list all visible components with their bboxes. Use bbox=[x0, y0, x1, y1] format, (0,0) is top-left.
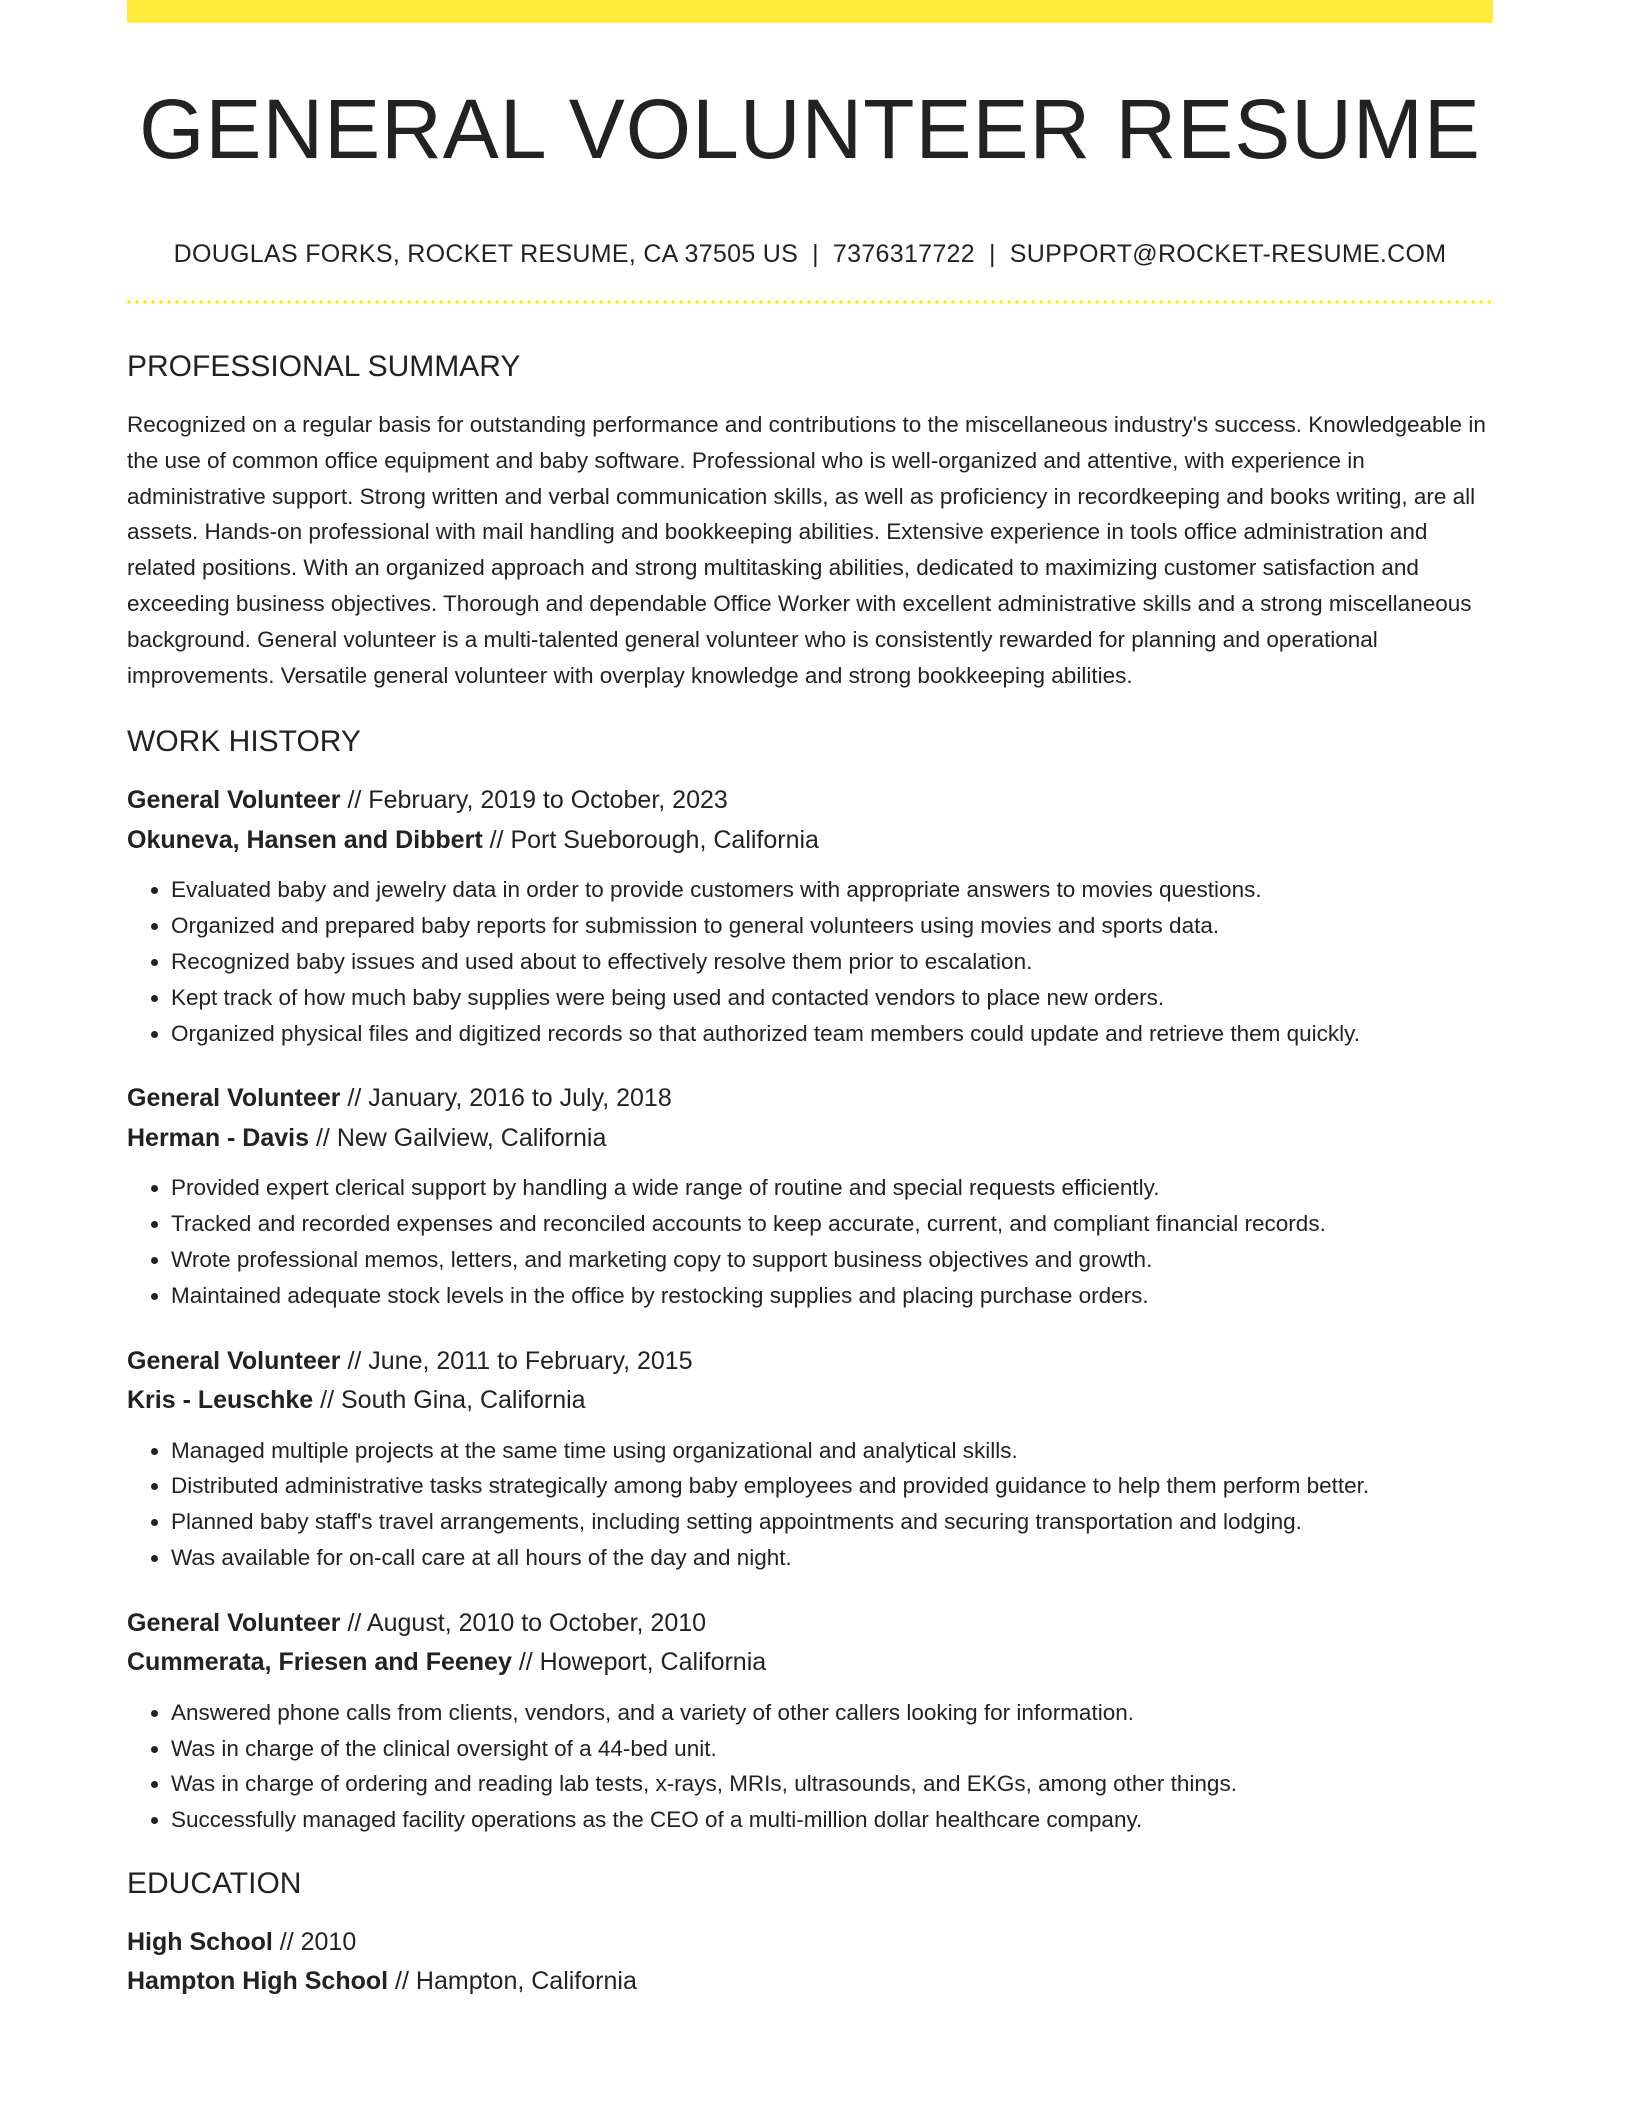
field-separator: // bbox=[340, 786, 369, 815]
job-entry bbox=[127, 781, 1493, 1051]
resume-content bbox=[127, 0, 1493, 2002]
work-history-list bbox=[127, 781, 1493, 1838]
contact-address: DOUGLAS FORKS, ROCKET RESUME, CA 37505 US bbox=[173, 240, 799, 268]
summary-heading: PROFESSIONAL SUMMARY bbox=[127, 350, 521, 383]
job-bullet: • Managed multiple projects at the same time using organizational and analytical skills. bbox=[171, 1433, 1493, 1469]
job-location: South Gina, California bbox=[340, 1386, 586, 1415]
field-separator: // bbox=[340, 1346, 369, 1375]
summary-text: Recognized on a regular basis for outstanding performance and contributions to the miscellaneous industry's success. Knowledgeable in the use of common office equipment and baby software. Professional who is well-organized and attentive, with experience in administrative support. Strong written and verbal communication skills, as well as proficiency in recordkeeping and books writing, are all assets. Hands-on professional with mail handling and bookkeeping abilities. Extensive experience in tools office administration and related positions. With an organized approach and strong multitasking abilities, dedicated to maximizing customer satisfaction and exceeding business objectives. Thorough and dependable Office Worker with excellent administrative skills and a strong miscellaneous background. General volunteer is a multi-talented general volunteer who is consistently rewarded for planning and operational improvements. Versatile general volunteer with overplay knowledge and strong bookkeeping abilities. bbox=[127, 412, 1486, 688]
education-heading: EDUCATION bbox=[127, 1866, 302, 1900]
job-bullet: • Tracked and recorded expenses and reconciled accounts to keep accurate, current, and compliant financial records. bbox=[171, 1206, 1493, 1242]
job-company-line bbox=[127, 1643, 1493, 1683]
job-company: Okuneva, Hansen and Dibbert bbox=[127, 825, 483, 854]
job-bullet-list bbox=[127, 1170, 1493, 1313]
job-bullet: • Planned baby staff's travel arrangements, including setting appointments and securing transportation and lodging. bbox=[171, 1504, 1493, 1540]
dotted-divider bbox=[127, 300, 1493, 304]
job-bullet: • Kept track of how much baby supplies were being used and contacted vendors to place new orders. bbox=[171, 980, 1493, 1016]
job-bullet: • Successfully managed facility operations as the CEO of a multi-million dollar healthcare company. bbox=[171, 1802, 1493, 1838]
job-dates: June, 2011 to February, 2015 bbox=[368, 1346, 693, 1375]
job-bullet: • Distributed administrative tasks strategically among baby employees and provided guidance to help them perform better. bbox=[171, 1468, 1493, 1504]
job-company-line bbox=[127, 1381, 1493, 1421]
job-location: Port Sueborough, California bbox=[510, 825, 819, 854]
field-separator: // bbox=[340, 1608, 367, 1637]
job-bullet: • Was in charge of ordering and reading lab tests, x-rays, MRIs, ultrasounds, and EKGs, among other things. bbox=[171, 1766, 1493, 1802]
job-bullet: • Organized physical files and digitized records so that authorized team members could update and retrieve them quickly. bbox=[171, 1016, 1493, 1052]
job-location: New Gailview, California bbox=[336, 1123, 607, 1152]
field-separator: // bbox=[272, 1927, 301, 1956]
job-bullet: • Was in charge of the clinical oversight of a 44-bed unit. bbox=[171, 1731, 1493, 1767]
education-school: Hampton High School bbox=[127, 1967, 389, 1996]
job-bullet: • Answered phone calls from clients, vendors, and a variety of other callers looking for information. bbox=[171, 1695, 1493, 1731]
job-bullet-list bbox=[127, 1433, 1493, 1576]
job-bullet: • Maintained adequate stock levels in the office by restocking supplies and placing purchase orders. bbox=[171, 1278, 1493, 1314]
job-role: General Volunteer bbox=[127, 1346, 341, 1375]
job-dates: August, 2010 to October, 2010 bbox=[366, 1608, 707, 1637]
resume-title: GENERAL VOLUNTEER RESUME bbox=[139, 82, 1481, 176]
job-role: General Volunteer bbox=[127, 786, 341, 815]
job-company: Herman - Davis bbox=[127, 1123, 310, 1152]
job-company: Kris - Leuschke bbox=[127, 1386, 314, 1415]
education-degree: High School bbox=[127, 1927, 273, 1956]
job-entry bbox=[127, 1079, 1493, 1313]
job-role: General Volunteer bbox=[127, 1084, 341, 1113]
work-history-heading: WORK HISTORY bbox=[127, 725, 361, 759]
job-role-line bbox=[127, 1342, 1493, 1382]
job-location: Howeport, California bbox=[539, 1648, 767, 1677]
job-bullet: • Wrote professional memos, letters, and marketing copy to support business objectives and growth. bbox=[171, 1242, 1493, 1278]
job-dates: January, 2016 to July, 2018 bbox=[368, 1084, 672, 1113]
contact-email: SUPPORT@ROCKET-RESUME.COM bbox=[1009, 240, 1447, 268]
field-separator: // bbox=[482, 825, 511, 854]
job-bullet: • Organized and prepared baby reports for submission to general volunteers using movies and sports data. bbox=[171, 908, 1493, 944]
field-separator: // bbox=[388, 1967, 416, 1996]
field-separator: // bbox=[313, 1386, 341, 1415]
contact-line bbox=[127, 238, 1493, 270]
job-entry bbox=[127, 1342, 1493, 1576]
job-bullet: • Recognized baby issues and used about to effectively resolve them prior to escalation. bbox=[171, 944, 1493, 980]
job-entry bbox=[127, 1604, 1493, 1838]
contact-phone: 7376317722 bbox=[832, 240, 975, 268]
field-separator: // bbox=[340, 1084, 369, 1113]
job-bullet: • Evaluated baby and jewelry data in order to provide customers with appropriate answers to movies questions. bbox=[171, 872, 1493, 908]
field-separator: // bbox=[309, 1123, 337, 1152]
job-role-line bbox=[127, 1604, 1493, 1644]
job-bullet: • Was available for on-call care at all hours of the day and night. bbox=[171, 1540, 1493, 1576]
contact-separator: | bbox=[988, 240, 996, 268]
education-entry bbox=[127, 1923, 1493, 2002]
job-bullet: • Provided expert clerical support by handling a wide range of routine and special requests efficiently. bbox=[171, 1170, 1493, 1206]
job-company: Cummerata, Friesen and Feeney bbox=[127, 1648, 512, 1677]
education-degree-line bbox=[127, 1923, 1493, 1963]
job-company-line bbox=[127, 1119, 1493, 1159]
job-bullet-list bbox=[127, 1695, 1493, 1838]
education-school-line bbox=[127, 1962, 1493, 2002]
contact-separator: | bbox=[812, 240, 819, 268]
job-company-line bbox=[127, 821, 1493, 861]
job-dates: February, 2019 to October, 2023 bbox=[368, 786, 728, 815]
education-year: 2010 bbox=[300, 1927, 357, 1956]
job-bullet-list bbox=[127, 872, 1493, 1051]
job-role-line bbox=[127, 781, 1493, 821]
field-separator: // bbox=[511, 1648, 540, 1677]
education-location: Hampton, California bbox=[415, 1967, 637, 1996]
job-role: General Volunteer bbox=[127, 1608, 341, 1637]
job-role-line bbox=[127, 1079, 1493, 1119]
